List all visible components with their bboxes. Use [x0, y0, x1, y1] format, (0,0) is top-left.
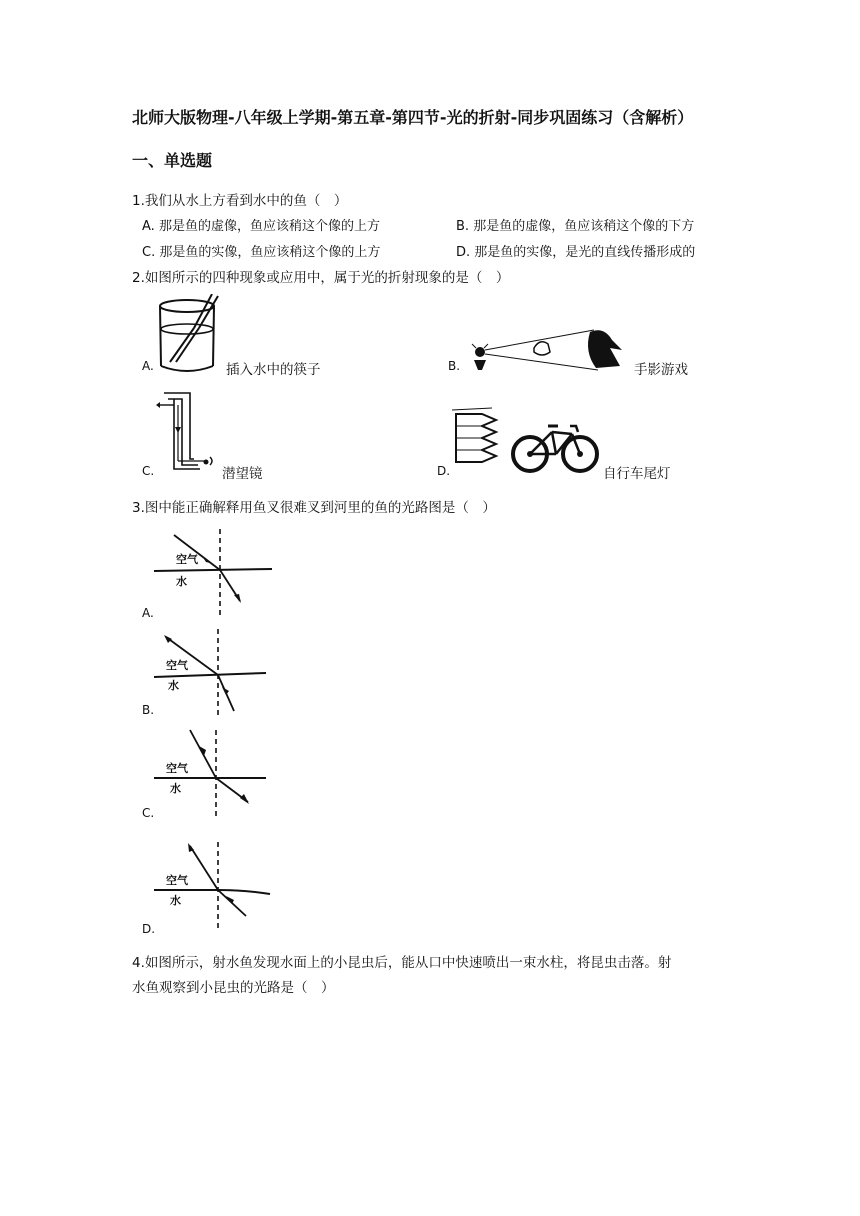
option-letter: D.	[456, 245, 471, 260]
option-text: 那是鱼的虚像，鱼应该稍这个像的上方	[158, 219, 380, 234]
question-1-option-a	[142, 215, 380, 234]
question-3-option-c-letter: C.	[142, 806, 155, 820]
option-letter: C.	[142, 245, 156, 260]
air-label: 空气	[166, 762, 188, 775]
option-letter: A.	[142, 219, 155, 234]
water-label: 水	[168, 679, 179, 692]
light-path-diagram-d	[154, 838, 276, 930]
option-letter: B.	[456, 219, 470, 234]
question-1-option-b	[456, 215, 694, 234]
question-2-option-d-letter: D.	[437, 464, 451, 478]
question-3-option-b-letter: B.	[142, 703, 155, 717]
question-1-option-d	[456, 241, 695, 260]
light-path-diagram-b	[154, 625, 276, 717]
water-label: 水	[176, 575, 187, 588]
hand-shadow-figure	[462, 326, 632, 374]
option-text: 那是鱼的实像，是光的直线传播形成的	[474, 245, 696, 260]
air-label: 空气	[176, 553, 198, 566]
question-2-option-a-letter: A.	[142, 359, 154, 373]
water-label: 水	[170, 894, 181, 907]
periscope-figure	[154, 391, 224, 473]
option-text: 那是鱼的虚像，鱼应该稍这个像的下方	[473, 219, 695, 234]
water-label: 水	[170, 782, 181, 795]
question-2-option-c-letter: C.	[142, 464, 155, 478]
question-2-option-d-caption: 自行车尾灯	[603, 466, 671, 482]
question-3-stem: 3.图中能正确解释用鱼叉很难叉到河里的鱼的光路图是（ ）	[132, 500, 496, 516]
bicycle-tail-light-figure	[452, 404, 600, 476]
question-2-stem: 2.如图所示的四种现象或应用中，属于光的折射现象的是（ ）	[132, 270, 510, 286]
chopsticks-in-water-figure	[154, 294, 224, 376]
question-2-option-c-caption: 潜望镜	[222, 466, 263, 482]
question-1-option-c	[142, 241, 380, 260]
option-text: 那是鱼的实像，鱼应该稍这个像的上方	[159, 245, 381, 260]
question-4-stem-line-2: 水鱼观察到小昆虫的光路是（ ）	[132, 980, 335, 996]
document-title: 北师大版物理-八年级上学期-第五章-第四节-光的折射-同步巩固练习（含解析）	[132, 108, 694, 127]
light-path-diagram-a	[154, 525, 276, 617]
air-label: 空气	[166, 874, 188, 887]
question-2-option-a-caption: 插入水中的筷子	[226, 362, 321, 378]
light-path-diagram-c	[154, 726, 276, 818]
question-2-option-b-caption: 手影游戏	[634, 362, 688, 378]
section-heading: 一、单选题	[132, 151, 213, 170]
question-1-stem: 1.我们从水上方看到水中的鱼（ ）	[132, 193, 348, 209]
question-3-option-a-letter: A.	[142, 606, 154, 620]
air-label: 空气	[166, 659, 188, 672]
question-2-option-b-letter: B.	[448, 359, 461, 373]
question-3-option-d-letter: D.	[142, 922, 156, 936]
question-4-stem-line-1: 4.如图所示，射水鱼发现水面上的小昆虫后，能从口中快速喷出一束水柱，将昆虫击落。射	[132, 955, 672, 971]
